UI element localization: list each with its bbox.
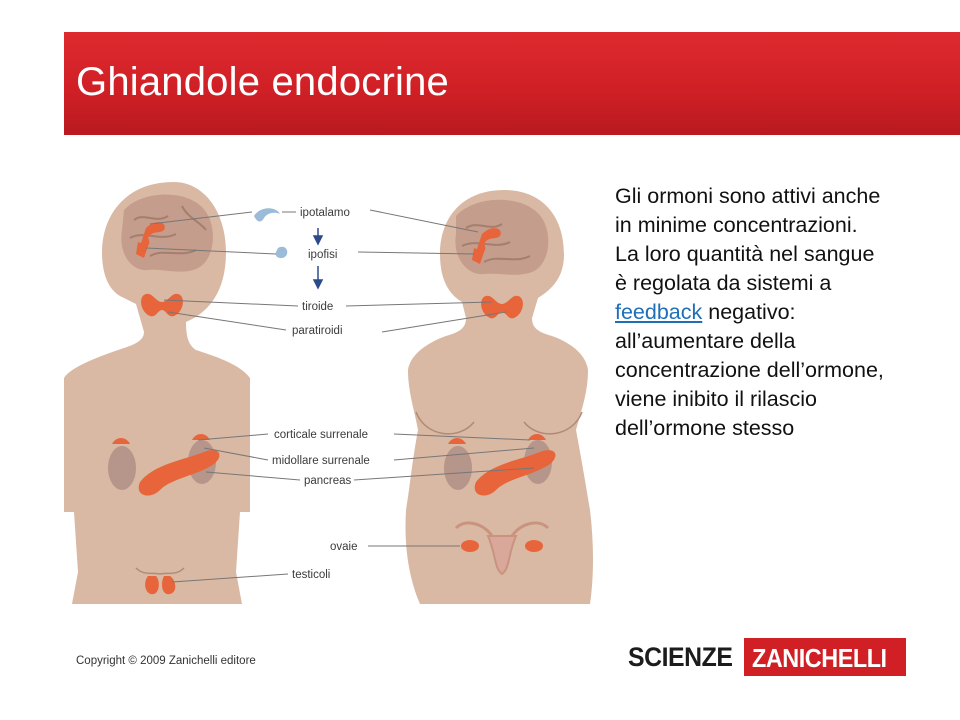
female-body [406, 190, 593, 604]
body-text-end: negativo: all’aumentare della concentrazione dell’ormone, viene inibito il rilascio dell’ormone stesso [615, 300, 884, 440]
endocrine-glands-figure [64, 172, 594, 604]
title-bar [64, 32, 960, 135]
label-ovaie: ovaie [330, 541, 358, 553]
pituitary-icon [276, 247, 288, 258]
hypothalamus-icon [254, 208, 280, 221]
label-pancreas: pancreas [304, 475, 352, 487]
label-testicoli: testicoli [292, 569, 331, 581]
label-ipofisi: ipofisi [308, 249, 338, 261]
body-text-start: Gli ormoni sono attivi anche in minime concentrazioni. La loro quantità nel sangue è regolata da sistemi a [615, 184, 881, 295]
label-ipotalamo: ipotalamo [300, 207, 350, 219]
label-midollare-surrenale: midollare surrenale [272, 455, 370, 467]
copyright-notice: Copyright © 2009 Zanichelli editore [76, 655, 256, 667]
logo-scienze: SCIENZE [628, 642, 733, 672]
male-body [64, 182, 250, 604]
logo-zanichelli-box [744, 638, 906, 676]
label-tiroide: tiroide [302, 301, 334, 313]
feedback-link[interactable]: feedback [615, 300, 703, 324]
scienze-zanichelli-logo [628, 638, 918, 676]
slide-title: Ghiandole endocrine [76, 60, 449, 104]
label-paratiroidi: paratiroidi [292, 325, 343, 337]
label-corticale-surrenale: corticale surrenale [274, 429, 368, 441]
logo-zanichelli: ZANICHELLI [752, 643, 887, 673]
body-paragraph [615, 182, 887, 443]
